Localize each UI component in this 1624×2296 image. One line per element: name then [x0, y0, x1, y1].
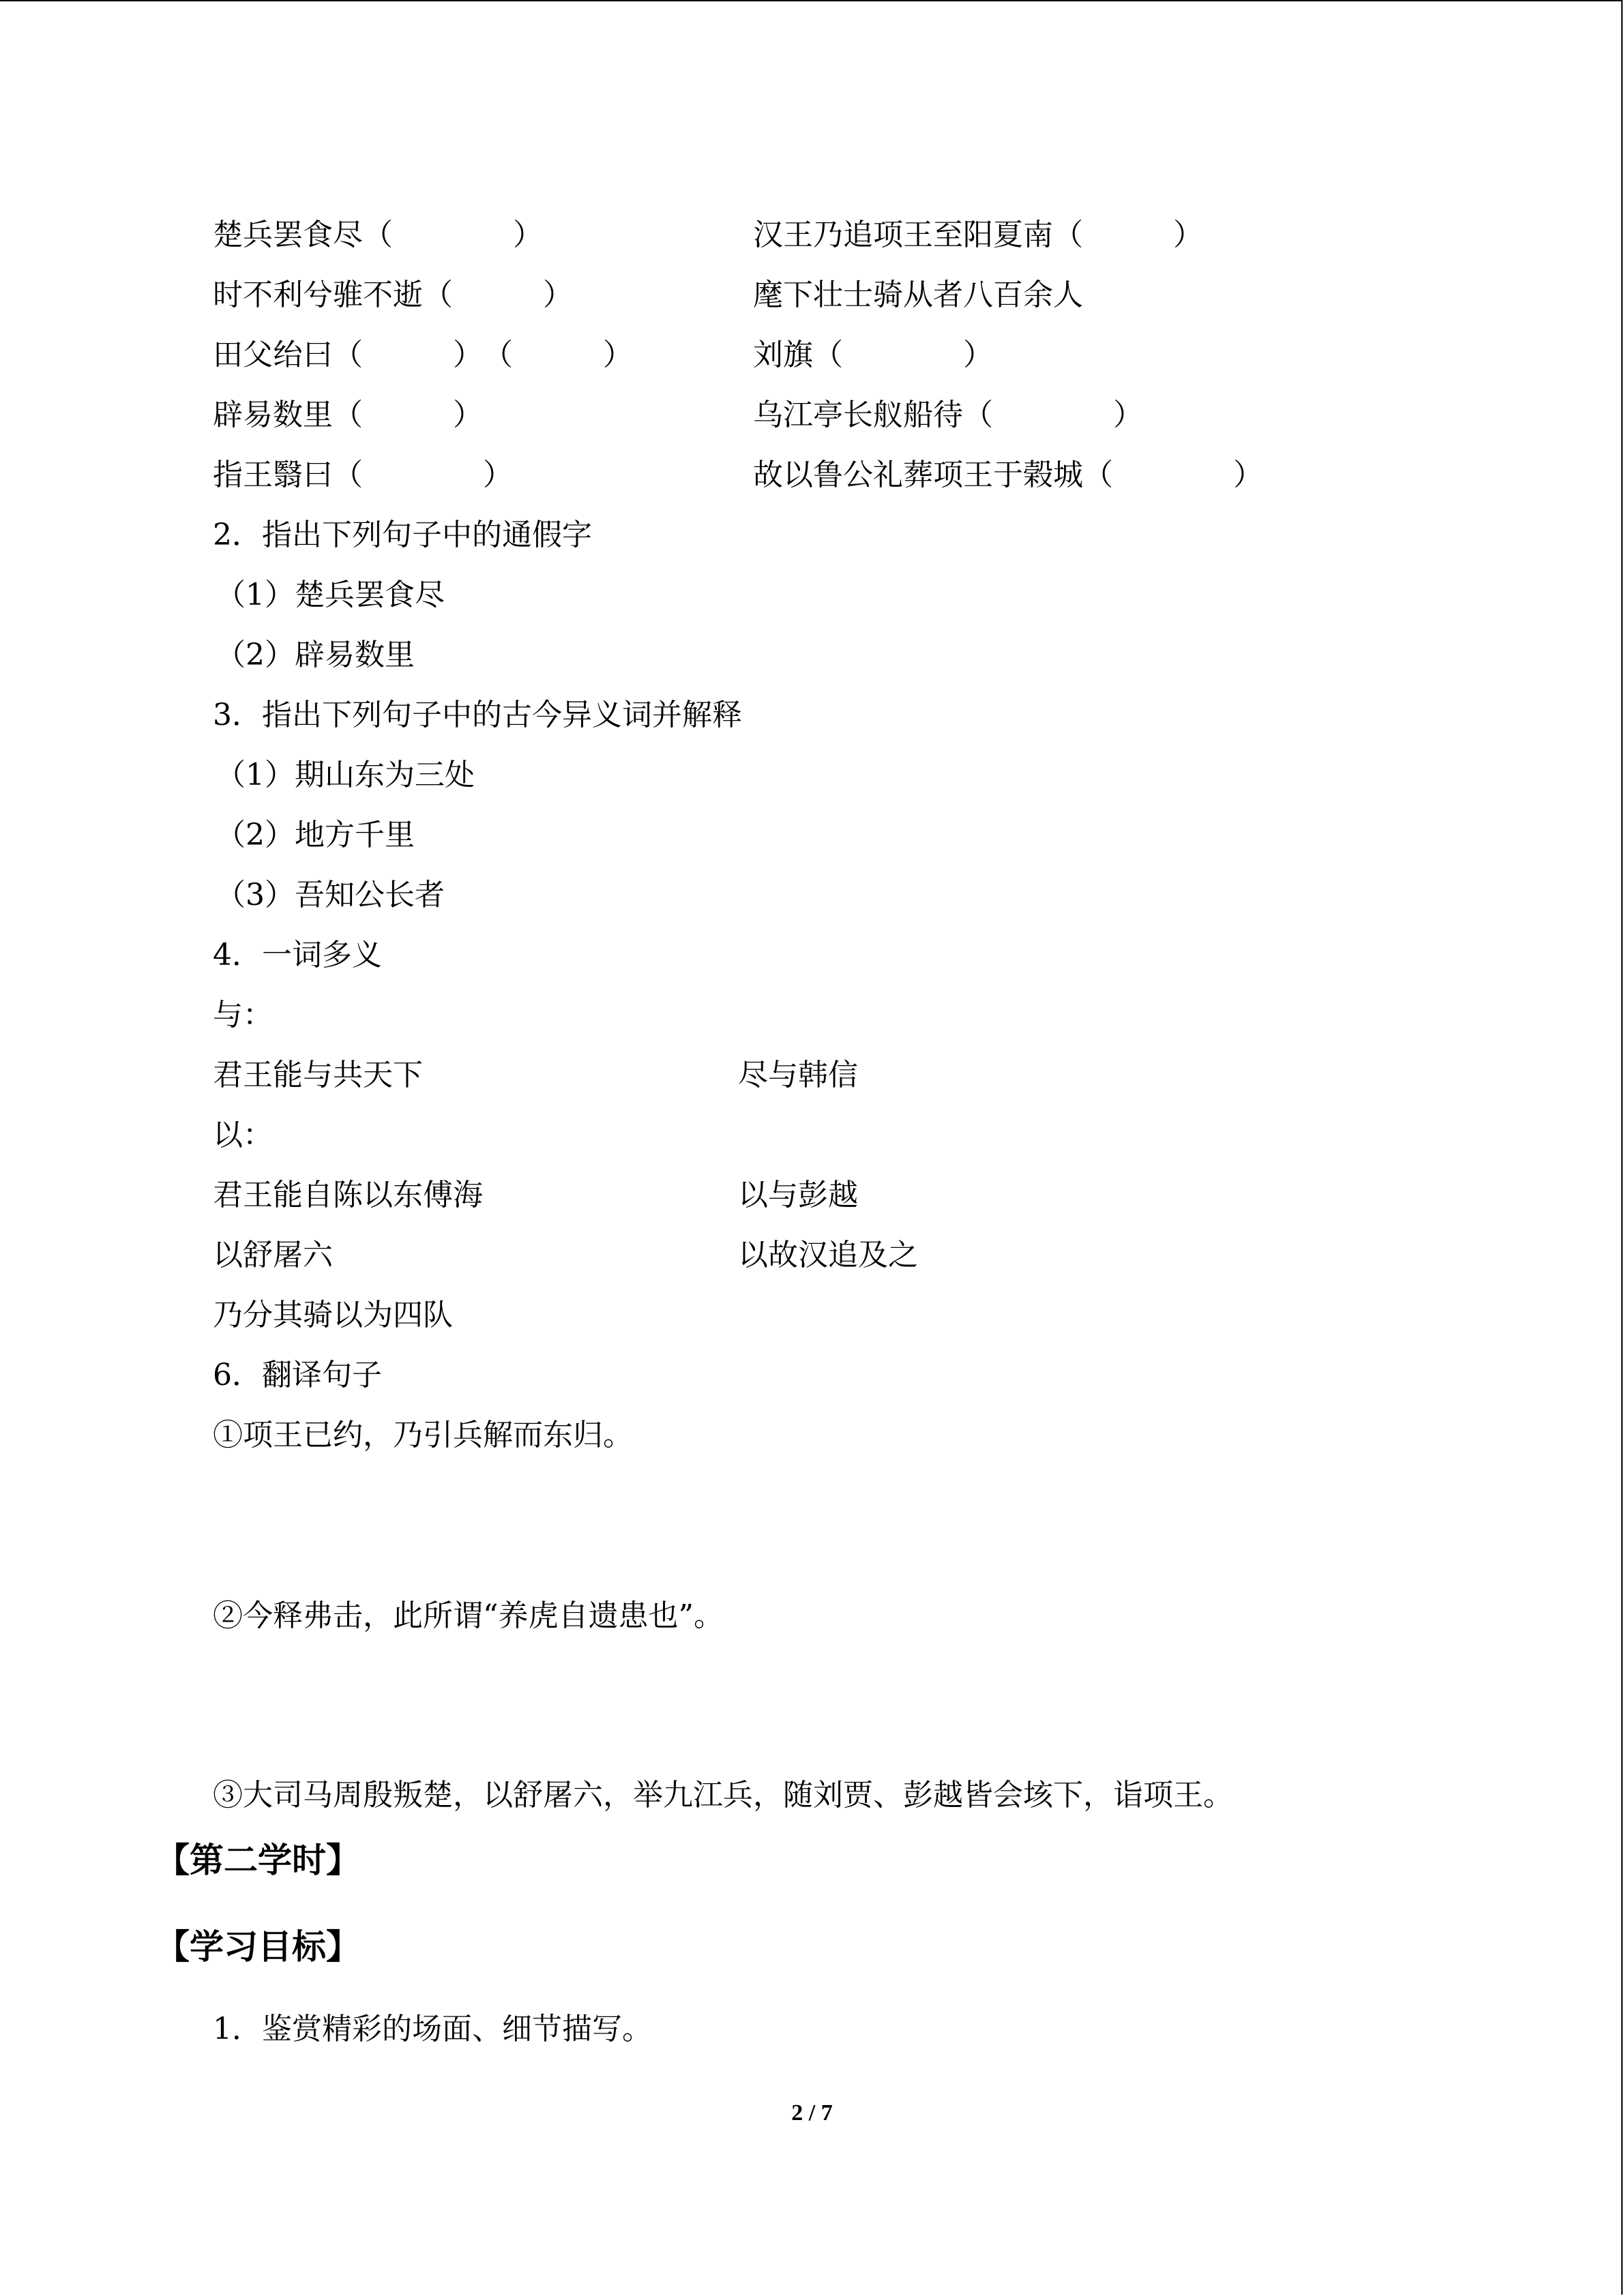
vocab-right-4: 乌江亭长舣船待（ ） [753, 398, 1143, 432]
q4-title: 4．一词多义 [213, 938, 382, 972]
goal-item-1: 1．鉴赏精彩的场面、细节描写。 [213, 2012, 652, 2046]
q4-yi-label: 以： [213, 1118, 273, 1152]
page-number: 2 / 7 [791, 2100, 833, 2126]
q3-item-3: （3）吾知公长者 [216, 878, 445, 912]
q6-sentence-2: ②今释弗击，此所谓“养虎自遗患也”。 [213, 1598, 724, 1633]
vocab-right-3: 刘旗（ ） [753, 338, 993, 372]
q2-title: 2．指出下列句子中的通假字 [213, 518, 592, 552]
section-heading-second-period: 【第二学时】 [156, 1840, 360, 1880]
q4-yu-right: 尽与韩信 [738, 1058, 858, 1092]
vocab-left-3: 田父绐曰（ ） （ ） [213, 338, 633, 372]
q6-title: 6．翻译句子 [213, 1358, 382, 1392]
q4-yi-row2-right: 以故汉追及之 [738, 1238, 918, 1272]
q6-sentence-3: ③大司马周殷叛楚，以舒屠六，举九江兵，随刘贾、彭越皆会垓下，诣项王。 [213, 1778, 1233, 1813]
vocab-left-1: 楚兵罢食尽（ ） [213, 218, 543, 252]
q4-yi-row3-left: 乃分其骑以为四队 [213, 1298, 453, 1332]
vocab-right-1: 汉王乃追项王至阳夏南（ ） [753, 218, 1203, 252]
q3-item-1: （1）期山东为三处 [216, 758, 475, 792]
q4-yu-label: 与： [213, 998, 273, 1032]
q6-sentence-1: ①项王已约，乃引兵解而东归。 [213, 1418, 633, 1452]
vocab-right-5: 故以鲁公礼葬项王于榖城（ ） [753, 458, 1263, 492]
q3-item-2: （2）地方千里 [216, 818, 415, 852]
q4-yi-row1-right: 以与彭越 [738, 1178, 858, 1212]
q4-yi-row1-left: 君王能自陈以东傅海 [213, 1178, 483, 1212]
q2-item-2: （2）辟易数里 [216, 638, 415, 672]
vocab-left-2: 时不利兮骓不逝（ ） [213, 278, 573, 312]
vocab-left-4: 辟易数里（ ） [213, 398, 483, 432]
q2-item-1: （1）楚兵罢食尽 [216, 578, 445, 612]
vocab-right-2: 麾下壮士骑从者八百余人 [753, 278, 1083, 312]
section-heading-learning-goals: 【学习目标】 [156, 1927, 360, 1967]
vocab-left-5: 指王翳曰（ ） [213, 458, 513, 492]
q4-yi-row2-left: 以舒屠六 [213, 1238, 333, 1272]
q3-title: 3．指出下列句子中的古今异义词并解释 [213, 698, 742, 732]
q4-yu-left: 君王能与共天下 [213, 1058, 423, 1092]
